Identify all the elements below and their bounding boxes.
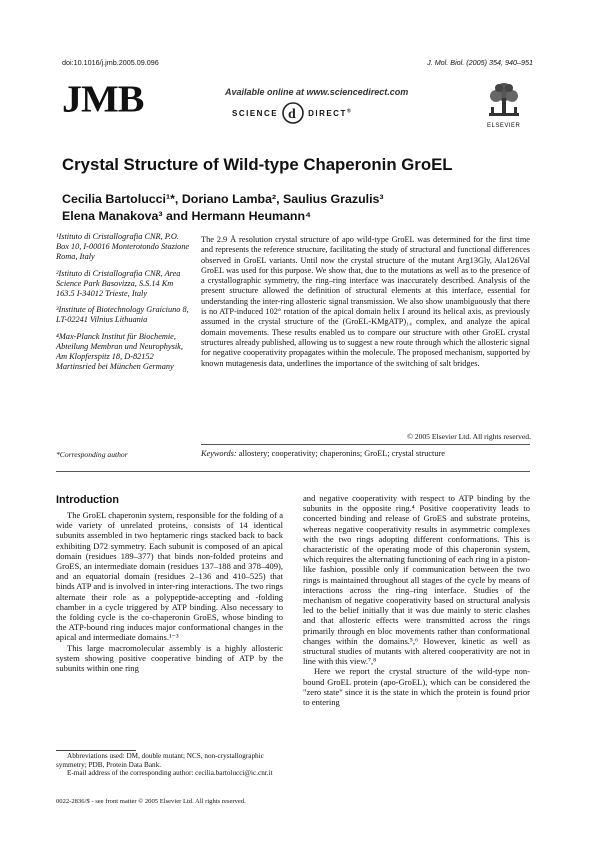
author-list	[62, 191, 384, 225]
science-text: SCIENCE	[232, 108, 279, 118]
abstract	[201, 235, 530, 369]
introduction-heading: Introduction	[56, 494, 119, 506]
keywords	[201, 449, 445, 458]
body-column-left	[56, 510, 283, 673]
affiliation-3: ³Institute of Biotechnology Graiciuno 8, LT-02241 Vilnius Lithuania	[56, 305, 189, 325]
paragraph: The GroEL chaperonin system, responsible for the folding of a wide variety of unrelated proteins, consists of 14 identical subunits assembled in two heptameric rings stacked back to back exhibiting D72 symmetry. Each subunit is composed of an apical domain (residues 189–377) that binds non-folded proteins and GroES, an intermediate domain (residues 137–188 and 378–409), and an equatorial domain (residues 2–136 and 410–525) that binds ATP and is involved in inter-ring interactions. The two rings alternate their role as a polypeptide-accepting and -folding chamber in a cycle triggered by ATP binding. Also necessary to the folding cycle is the co-chaperonin GroES, whose binding to the ATP-bound ring induces major conformational changes in the apical and intermediate domains.¹⁻³	[56, 510, 283, 643]
corresponding-author-note: *Corresponding author	[56, 450, 128, 459]
article-title: Crystal Structure of Wild-type Chaperonin GroEL	[62, 155, 453, 174]
paragraph: Here we report the crystal structure of the wild-type non-bound GroEL protein (apo-GroEL), which can be considered the "zero state" since it is the state in which the protein is found prior to entering	[303, 666, 530, 708]
page-footer: 0022-2836/$ - see front matter © 2005 Elsevier Ltd. All rights reserved.	[56, 798, 246, 805]
authors-line-2: Elena Manakova³ and Hermann Heumann⁴	[62, 209, 312, 223]
footnote-email[interactable]: E-mail address of the corresponding author: cecilia.bartolucci@ic.cnr.it	[67, 769, 273, 778]
affiliations	[56, 232, 191, 378]
publisher-name: ELSEVIER	[487, 123, 521, 129]
affiliation-1: ¹Istituto di Cristallografia CNR, P.O. Box 10, I-00016 Monterotondo Stazione Roma, Italy	[56, 232, 190, 262]
svg-text:d: d	[288, 107, 298, 122]
elsevier-tree-icon	[485, 80, 523, 120]
available-online-text[interactable]: Available online at www.sciencedirect.com	[225, 87, 409, 97]
direct-text: DIRECT®	[308, 107, 353, 118]
abstract-text: The 2.9 Å resolution crystal structure of apo wild-type GroEL was determined for the first time and represents the reference structure, facilitating the study of structural and functional differences observed in GroEL variants. Until now the crystal structure of the mutant Arg13Gly, Ala126Val GroEL was used for this purpose. We show that, due to the mutations as well as to the presence of a crystallographic symmetry, the ring–ring interface was inaccurately described. Analysis of the present structure allowed the definition of structural elements at this interface, essential for understanding the inter-ring allosteric signal transmission. We also show unambiguously that there is no ATP-induced 102° rotation of the apical domain helix I around its helical axis, as previously assumed in the crystal structure of the (GroEL-KMgATP)₁₄ complex, and analyze the apical domain movements. These results enabled us to compare our structure with other GroEL crystal structures already published, allowing us to suggest a new route through which the allosteric signal for negative cooperativity propagates within the molecule. The proposed mechanism, supported by known mutagenesis data, underlines the importance of the switching of salt bridges.	[201, 235, 530, 368]
affiliation-4: ⁴Max-Planck Institut für Biochemie, Abteilung Membran und Neurophysik, Am Klopferspitz 18, D-82152 Martinsried bei München Germany	[56, 331, 183, 372]
footnotes	[56, 752, 283, 778]
doi[interactable]: doi:10.1016/j.jmb.2005.09.096	[62, 58, 159, 67]
authors-line-1: Cecilia Bartolucci¹*, Doriano Lamba², Saulius Grazulis³	[62, 192, 384, 206]
sciencedirect-at-icon	[281, 101, 305, 125]
keywords-label: Keywords:	[201, 449, 237, 458]
body-column-right	[303, 493, 530, 707]
paragraph: This large macromolecular assembly is a highly allosteric system showing positive cooperative binding of ATP by the subunits within one ring	[56, 642, 283, 674]
affiliation-2: ²Istituto di Cristallografia CNR, Area Science Park Basovizza, S.S.14 Km 163.5 I-34012 Trieste, Italy	[56, 268, 181, 299]
journal-reference: J. Mol. Biol. (2005) 354, 940–951	[427, 58, 533, 67]
sciencedirect-logo	[232, 101, 352, 125]
footnote-abbreviations: Abbreviations used: DM, double mutant; NCS, non-crystallographic symmetry; PDB, Protein Data Bank.	[56, 752, 264, 769]
paragraph: and negative cooperativity with respect to ATP binding by the subunits in the opposite ring.⁴ Positive cooperativity leads to concerted binding and release of GroES and substrate proteins, whereas negative cooperativity results in asymmetric complexes with the two rings adopting different conformations. This is characteristic of the operating mode of this chaperonin system, which requires the alternating functioning of each ring in a piston-like fashion, possible only if communication between the two rings is maintained throughout all stages of the cycle by means of interactions across the ring–ring interface. Studies of the mechanism of negative cooperativity based on structural analysis led to the belief initially that it was due mainly to steric clashes and that allosteric effects were transmitted across the rings primarily through en bloc movements rather than conformational changes within the domains.⁵,⁶ However, kinetic as well as structural studies of mutants with altered cooperativity are not in line with this view.⁷,⁸	[303, 493, 530, 667]
copyright: © 2005 Elsevier Ltd. All rights reserved.	[407, 432, 531, 441]
abstract-divider	[201, 444, 530, 445]
section-divider	[56, 471, 530, 472]
footnote-rule	[56, 750, 136, 751]
keywords-list: allostery; cooperativity; chaperonins; GroEL; crystal structure	[238, 449, 445, 458]
journal-logo: JMB	[62, 77, 144, 120]
